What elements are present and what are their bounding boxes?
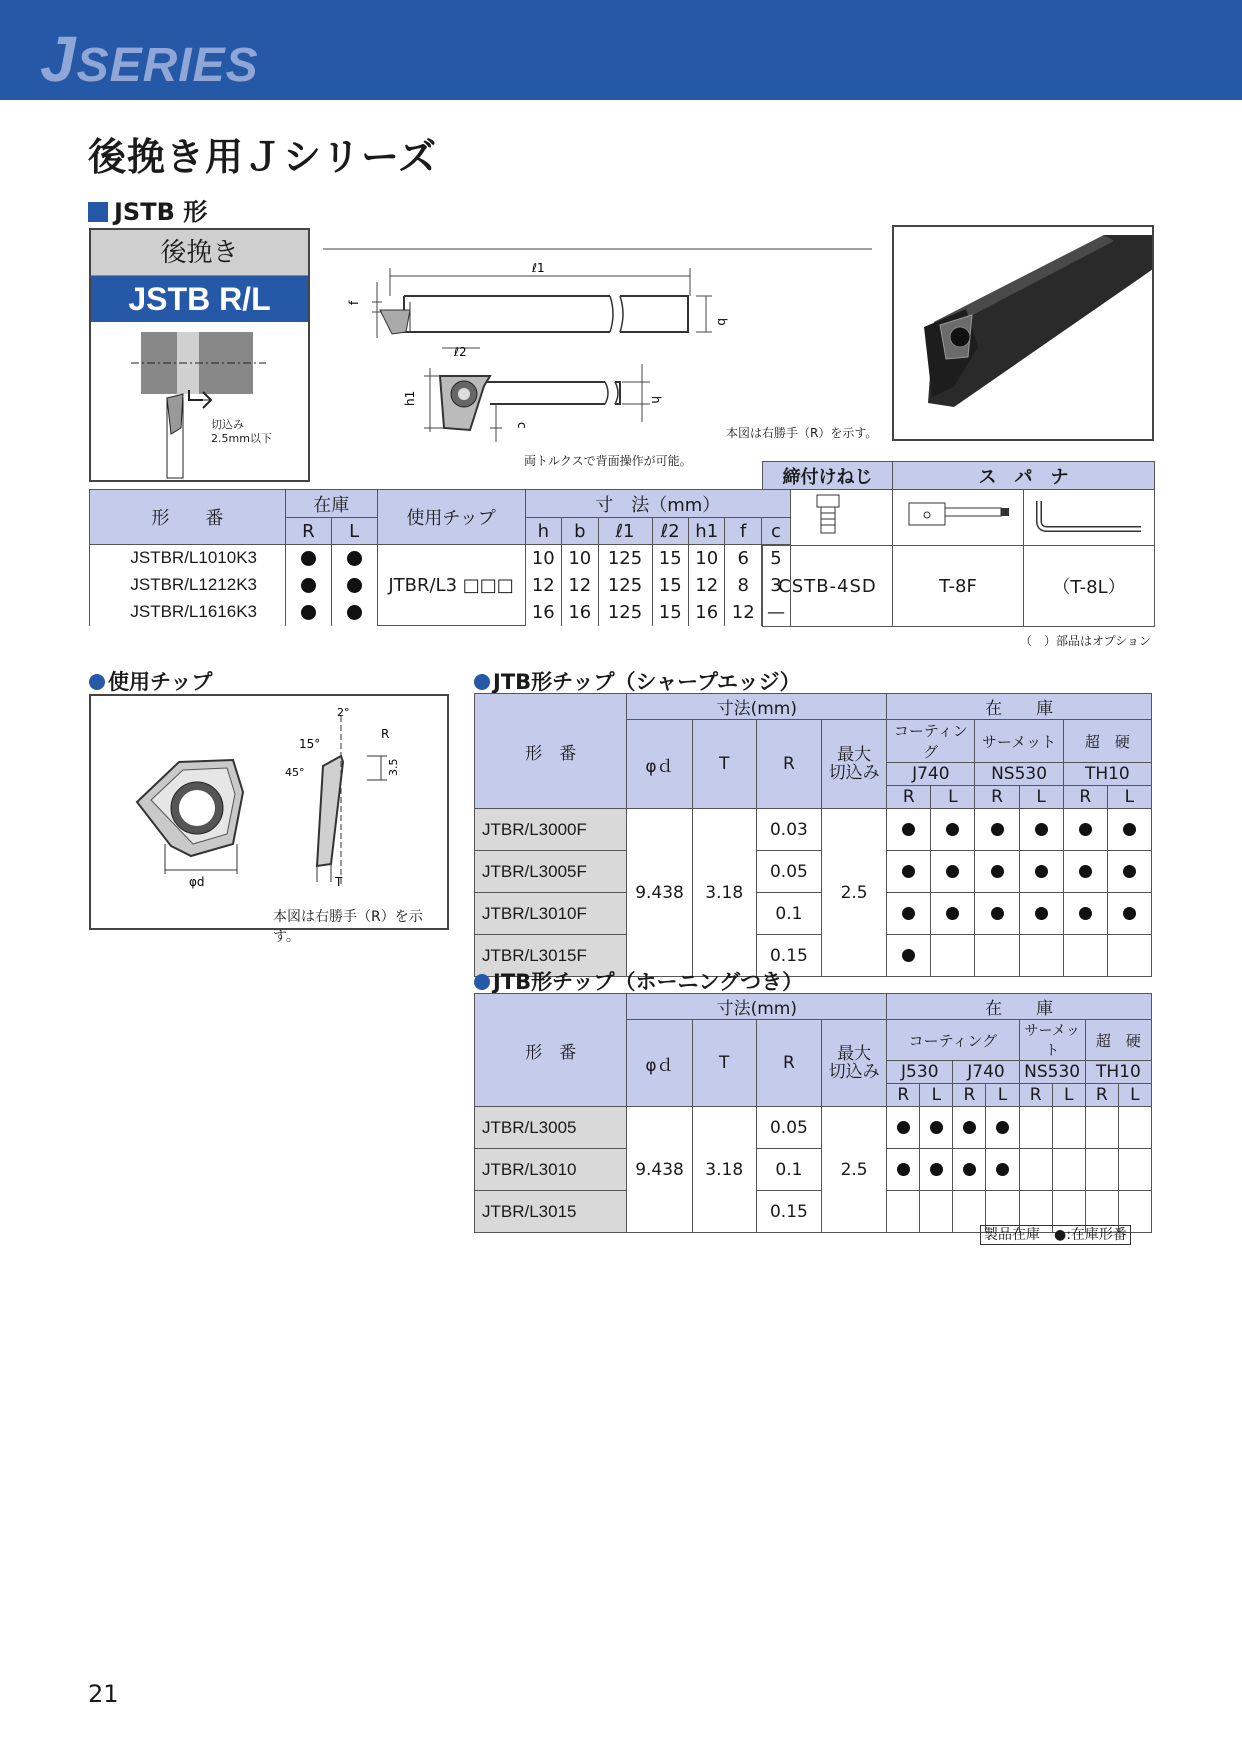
accessories-values-table — [762, 545, 1155, 627]
sharp-edge-table: 形 番 寸法(mm) 在 庫 φｄ T R 最大 切込み コーティング サーメット 超 硬 J740 NS530 TH10 R L R L R L JTBR/L3000F 9.438 3.18 0.03 2.5 JTBR/L3005F 0.05 JTBR/L3010F 0.1 JTBR/L3015F 0.15 — [474, 693, 1152, 977]
stock-cell — [1107, 893, 1151, 935]
chip-right-hand-note: 本図は右勝手（R）を示す。 — [273, 909, 423, 945]
bullet-icon — [474, 674, 490, 690]
type-card — [89, 228, 310, 482]
sharp-table-title: JTB形チップ（シャープエッジ） — [474, 666, 801, 696]
right-hand-note: 本図は右勝手（R）を示す。 — [726, 426, 878, 440]
stock-dot-icon — [897, 1121, 910, 1134]
torx-note: 両トルクスで背面操作が可能。 — [524, 454, 692, 468]
stock-dot-icon — [1079, 865, 1092, 878]
honing-table-title: JTB形チップ（ホーニングつき） — [474, 966, 803, 996]
wrench1-value: T-8F — [893, 546, 1024, 627]
stock-cell — [1052, 1149, 1085, 1191]
stock-cell — [887, 893, 931, 935]
table-row: JTBR/L3005F 0.05 — [475, 851, 1152, 893]
stock-cell — [1063, 809, 1107, 851]
stock-dot-icon — [1035, 865, 1048, 878]
chip-section-title: 使用チップ — [89, 666, 212, 696]
screw-value: CSTB-4SD — [763, 546, 893, 627]
product-photo — [892, 225, 1154, 441]
holder-model-header: 形 番 — [90, 490, 286, 545]
stock-cell — [975, 809, 1019, 851]
stock-cell — [887, 935, 931, 977]
stock-cell — [887, 851, 931, 893]
table-row: JTBR/L3010 0.1 — [475, 1149, 1152, 1191]
stock-dot-icon — [902, 823, 915, 836]
bullet-icon — [474, 974, 490, 990]
stock-cell — [1107, 851, 1151, 893]
stock-dot-icon — [930, 1163, 943, 1176]
stock-dot-icon — [946, 865, 959, 878]
stock-cell — [1063, 893, 1107, 935]
stock-cell — [887, 1107, 920, 1149]
stock-dot-icon — [902, 865, 915, 878]
svg-text:45°: 45° — [285, 766, 305, 779]
stock-cell — [887, 1191, 920, 1233]
svg-text:15°: 15° — [299, 737, 321, 751]
stock-dot-icon — [963, 1163, 976, 1176]
stock-cell — [887, 809, 931, 851]
stock-dot-icon — [902, 949, 915, 962]
stock-dot-icon — [1123, 865, 1136, 878]
dim-c: c — [515, 422, 529, 429]
stock-dot-icon — [996, 1163, 1009, 1176]
stock-cell — [1019, 1149, 1052, 1191]
stock-dot-icon — [347, 551, 362, 566]
optional-note: （ ）部品はオプション — [1020, 634, 1151, 648]
table-row: JTBR/L3000F 9.438 3.18 0.03 2.5 — [475, 809, 1152, 851]
square-bullet-icon — [88, 202, 108, 222]
stock-cell — [931, 851, 975, 893]
stock-dot-icon — [991, 865, 1004, 878]
table-row: JTBR/L3015F 0.15 — [475, 935, 1152, 977]
table-row: JSTBR/L1212K3 12 12 125 15 12 8 3 — [90, 572, 791, 599]
section-title: JSTB 形 — [88, 192, 207, 227]
type-kind: 後挽き — [91, 230, 308, 276]
stock-dot-icon — [301, 551, 316, 566]
stock-cell — [1107, 809, 1151, 851]
stock-dot-icon — [301, 578, 316, 593]
legend: 製品在庫 ●:在庫形番 — [980, 1225, 1131, 1245]
chip-cell: JTBR/L3 □□□ — [377, 545, 525, 626]
header-band — [0, 0, 1242, 100]
svg-text:φd: φd — [189, 875, 205, 889]
stock-dot-icon — [946, 907, 959, 920]
dim-l1: ℓ1 — [532, 261, 545, 275]
stock-cell — [931, 935, 975, 977]
dim-l2: ℓ2 — [454, 345, 467, 359]
cut-depth-note: 切込み 2.5mm以下 — [211, 418, 272, 445]
back-turning-diagram — [91, 324, 308, 480]
bullet-icon — [89, 674, 105, 690]
svg-text:T: T — [335, 875, 343, 889]
dim-b: b — [715, 318, 729, 326]
chip-drawing-box — [89, 694, 449, 945]
honing-table: 形 番 寸法(mm) 在 庫 φｄ T R 最大 切込み コーティング サーメット 超 硬 J530 J740 NS530 TH10 R L R L R L R L JTBR/L3005 9.438 3.18 0.05 2.5 JTBR/L3010 0.1 JTBR/L3015 0.15 — [474, 993, 1152, 1233]
stock-cell — [1019, 893, 1063, 935]
type-model: JSTB R/L — [91, 276, 308, 322]
stock-cell — [975, 851, 1019, 893]
stock-cell — [953, 1107, 986, 1149]
stock-dot-icon — [1035, 907, 1048, 920]
stock-dot-icon — [1123, 823, 1136, 836]
stock-cell — [920, 1107, 953, 1149]
stock-cell — [931, 809, 975, 851]
table-row: JSTBR/L1616K3 16 16 125 15 16 12 — — [90, 599, 791, 626]
wrench-t-icon — [893, 490, 1024, 546]
dim-f: f — [347, 300, 361, 305]
screw-header: 締付けねじ — [763, 462, 893, 490]
stock-cell — [931, 893, 975, 935]
stock-cell — [1063, 935, 1107, 977]
table-row: JTBR/L3010F 0.1 — [475, 893, 1152, 935]
stock-dot-icon — [347, 605, 362, 620]
wrench-l-icon — [1024, 490, 1155, 546]
accessories-header-table — [762, 461, 1155, 546]
stock-cell — [986, 1107, 1019, 1149]
page-title: 後挽き用Ｊシリーズ — [88, 135, 438, 179]
stock-cell — [920, 1191, 953, 1233]
stock-dot-icon — [902, 907, 915, 920]
table-row: JSTBR/L1010K3 JTBR/L3 □□□ 10 10 125 15 10 6 5 — [90, 545, 791, 572]
chip-drawing — [91, 696, 447, 896]
stock-cell — [1019, 935, 1063, 977]
page-number: 21 — [88, 1680, 119, 1708]
stock-dot-icon — [946, 823, 959, 836]
stock-cell — [920, 1149, 953, 1191]
stock-dot-icon — [897, 1163, 910, 1176]
stock-cell — [986, 1149, 1019, 1191]
stock-cell — [1118, 1149, 1151, 1191]
wrench-header: ス パ ナ — [893, 462, 1155, 490]
holder-table: 形 番 在庫 使用チップ 寸 法（mm） R L h b ℓ1 ℓ2 h1 f c JSTBR/L1010K3 JTBR/L3 □□□ 10 10 125 15 10 6 5 JSTBR/L1212K3 12 12 125 15 12 8 3 JSTBR/L1616K3 16 16 125 15 16 12 — — [89, 489, 791, 626]
stock-dot-icon — [1079, 823, 1092, 836]
stock-cell — [1063, 851, 1107, 893]
stock-cell — [1085, 1107, 1118, 1149]
stock-cell — [887, 1149, 920, 1191]
dim-h: h — [649, 396, 663, 404]
stock-cell — [953, 1149, 986, 1191]
stock-dot-icon — [1035, 823, 1048, 836]
stock-cell — [1019, 1107, 1052, 1149]
stock-dot-icon — [1123, 907, 1136, 920]
svg-text:2°: 2° — [337, 706, 350, 719]
stock-cell — [975, 893, 1019, 935]
dim-h1: h1 — [403, 390, 417, 406]
wrench2-value: （T-8L） — [1024, 546, 1155, 627]
stock-cell — [1052, 1107, 1085, 1149]
stock-cell — [1085, 1149, 1118, 1191]
stock-cell — [1019, 851, 1063, 893]
stock-dot-icon — [991, 907, 1004, 920]
svg-text:R: R — [381, 727, 390, 741]
stock-cell — [1118, 1107, 1151, 1149]
svg-text:3.5: 3.5 — [387, 758, 400, 776]
table-row: JTBR/L3005 9.438 3.18 0.05 2.5 — [475, 1107, 1152, 1149]
stock-cell — [975, 935, 1019, 977]
stock-dot-icon — [930, 1121, 943, 1134]
stock-dot-icon — [996, 1121, 1009, 1134]
stock-dot-icon — [1079, 907, 1092, 920]
stock-dot-icon — [991, 823, 1004, 836]
table-row: JTBR/L3015 0.15 — [475, 1191, 1152, 1233]
series-title: JSERIES — [40, 23, 259, 95]
stock-dot-icon — [963, 1121, 976, 1134]
stock-cell — [1019, 809, 1063, 851]
stock-cell — [1107, 935, 1151, 977]
stock-dot-icon — [301, 605, 316, 620]
stock-dot-icon — [347, 578, 362, 593]
